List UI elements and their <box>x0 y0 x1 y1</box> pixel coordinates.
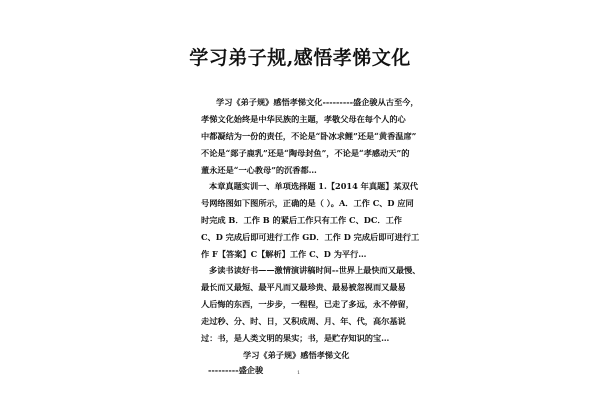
paragraph-line: 最长而又最短、最平凡而又最珍贵、最易被忽视而又最易 <box>201 282 406 292</box>
paragraph-line: 走过秒、分、时、日，又积成周、月、年、代，高尔基说 <box>201 316 406 326</box>
paragraph-line: 时完成 B．工作 B 的紧后工作只有工作 C、DC．工作 <box>201 215 402 225</box>
page-number: 1 <box>297 370 301 376</box>
paragraph-line: 号网络图如下图所示，正确的是（ ）。A．工作 C、D 应同 <box>201 198 414 208</box>
paragraph-line: 董永还是“一心教母”的沉香都… <box>201 165 317 175</box>
paragraph-line: 学习《弟子规》感悟孝悌文化---------盛企骏从古至今， <box>216 97 419 107</box>
paragraph-line: 本章真题实训一、单项选择题 1.【2014 年真题】某双代 <box>209 181 418 191</box>
author-line: ---------盛企骏 <box>208 365 264 375</box>
centered-heading-line: 学习《弟子规》感悟孝悌文化 <box>243 350 350 360</box>
paragraph-line: 中都凝结为一份的责任，不论是“卧冰求鲤”还是“黄香温席” <box>201 131 417 141</box>
paragraph-line: 不论是“郯子鹿乳”还是“陶母封鱼”，不论是“孝感动天”的 <box>201 148 410 158</box>
paragraph-line: 人后悔的东西，一步步，一程程，已走了多远，永不停留， <box>201 299 414 309</box>
paragraph-line: 孝悌文化始终是中华民族的主题，孝敬父母在每个人的心 <box>201 114 406 124</box>
paragraph-line: 作 F【答案】C【解析】工作 C、D 为平行… <box>201 249 367 259</box>
document-title: 学习弟子规,感悟孝悌文化 <box>189 47 411 69</box>
paragraph-line: 多读书读好书——激情演讲稿时间--世界上最快而又最慢、 <box>209 265 421 275</box>
paragraph-line: C、D 完成后即可进行工作 GD．工作 D 完成后即可进行工 <box>201 232 420 242</box>
paragraph-line: 过：书，是人类文明的果实；书，是贮存知识的宝… <box>201 333 390 343</box>
